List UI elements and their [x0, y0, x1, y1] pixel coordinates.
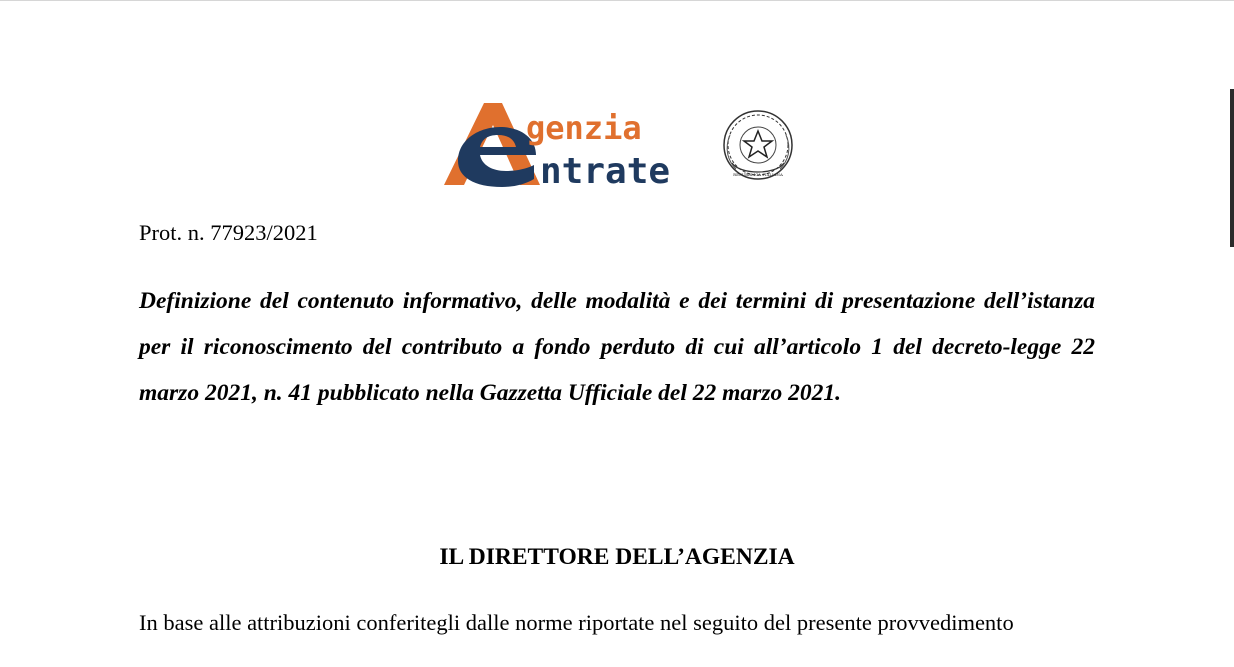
document-title: Definizione del contenuto informativo, delle modalità e dei termini di presentazione dell’istanza per il riconoscimento del contributo a fondo perduto di cui all’articolo 1 del decreto-legge 22 marzo 2021, n. 41 pubblicato nella Gazzetta Ufficiale del 22 marzo 2021. [139, 288, 1095, 406]
logo-word-ntrate: ntrate [540, 151, 671, 191]
protocol-number: Prot. n. 77923/2021 [139, 220, 318, 245]
intro-paragraph: In base alle attribuzioni conferitegli dalle norme riportate nel seguito del presente provvedimento [139, 610, 1014, 635]
emblem-caption: REPUBBLICA ITALIANA [733, 172, 783, 177]
republic-emblem-icon [724, 111, 792, 179]
logo-word-genzia: genzia [526, 109, 642, 147]
section-heading: IL DIRETTORE DELL’AGENZIA [439, 544, 795, 570]
agenzia-entrate-logo [440, 99, 800, 191]
scrollbar-thumb[interactable] [1230, 89, 1234, 247]
document-page [0, 1, 1230, 667]
